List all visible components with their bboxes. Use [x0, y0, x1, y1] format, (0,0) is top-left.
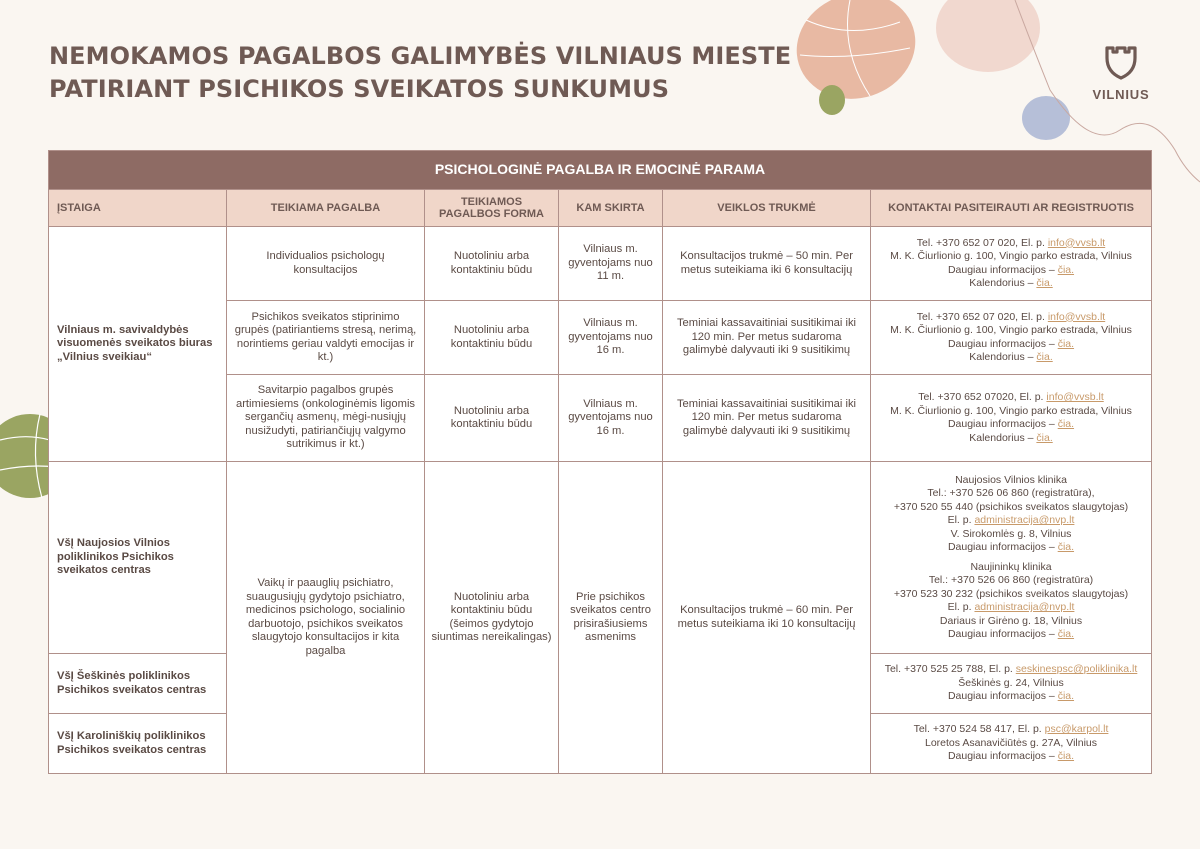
contact-cell: Naujosios Vilnios klinika Tel.: +370 526 06 860 (registratūra), +370 520 55 440 (psichikos sveikatos slaugytojas) El. p. administracija@nvp.lt V. Sirokomlės g. 8, Vilnius Daugiau informacijos – čia. Naujininkų klinika Tel.: +370 526 06 860 (registratūra) +370 523 30 232 (psichikos sveikatos slaugytojas) El. p. administracija@nvp.lt Dariaus ir Girėno g. 18, Vilnius Daugiau informacijos – čia.	[871, 462, 1152, 654]
light-pink-stone-shape	[936, 0, 1040, 72]
vilnius-logo	[1086, 44, 1156, 102]
service-cell: Psichikos sveikatos stiprinimo grupės (patiriantiems stresą, nerimą, norintiems geriau valdyti emocijas ir kt.)	[227, 301, 425, 375]
service-cell: Savitarpio pagalbos grupės artimiesiems (onkologinėmis ligomis sergančių asmenų, mėgi-nusiųjų nusižudyti, patiriančiųjų valgymo sutrikimus ir kt.)	[227, 375, 425, 462]
service-cell: Vaikų ir paauglių psichiatro, suaugusiųjų gydytojo psichiatro, medicinos psichologo, socialinio darbuotojo, psichikos sveikatos slaugytojo konsultacijos ir kita pagalba	[227, 462, 425, 774]
form-cell: Nuotoliniu arba kontaktiniu būdu	[425, 375, 559, 462]
logo-text: VILNIUS	[1092, 87, 1150, 102]
form-cell: Nuotoliniu arba kontaktiniu būdu	[425, 227, 559, 301]
contact-cell: Tel. +370 652 07020, El. p. info@vvsb.lt M. K. Čiurlionio g. 100, Vingio parko estrada, Vilnius Daugiau informacijos – čia. Kalendorius – čia.	[871, 375, 1152, 462]
email-link[interactable]: info@vvsb.lt	[1047, 310, 1106, 323]
institution-cell: VšĮ Naujosios Vilnios poliklinikos Psichikos sveikatos centras	[49, 462, 227, 654]
castle-tower-icon	[1103, 44, 1139, 80]
more-info-link[interactable]: čia.	[1057, 337, 1075, 350]
services-table	[48, 150, 1152, 774]
target-cell: Vilniaus m. gyventojams nuo 11 m.	[559, 227, 663, 301]
contact-cell: Tel. +370 652 07 020, El. p. info@vvsb.lt M. K. Čiurlionio g. 100, Vingio parko estrada, Vilnius Daugiau informacijos – čia. Kalendorius – čia.	[871, 227, 1152, 301]
table-banner: PSICHOLOGINĖ PAGALBA IR EMOCINĖ PARAMA	[49, 151, 1152, 190]
table-banner-row	[49, 151, 1152, 190]
institution-cell: Vilniaus m. savivaldybės visuomenės sveikatos biuras „Vilnius sveikiau“	[49, 227, 227, 462]
more-info-link[interactable]: čia.	[1057, 628, 1075, 640]
more-info-link[interactable]: čia.	[1057, 750, 1075, 763]
header-institution: ĮSTAIGA	[49, 190, 227, 227]
header-form: TEIKIAMOS PAGALBOS FORMA	[425, 190, 559, 227]
target-cell: Vilniaus m. gyventojams nuo 16 m.	[559, 375, 663, 462]
calendar-link[interactable]: čia.	[1036, 351, 1053, 363]
table-row	[49, 462, 1152, 654]
duration-cell: Teminiai kassavaitiniai susitikimai iki 120 min. Per metus sudaroma galimybė dalyvauti iki 9 susitikimų	[663, 301, 871, 375]
blue-stone-shape	[1022, 96, 1070, 140]
calendar-link[interactable]: čia.	[1036, 277, 1053, 289]
contact-cell: Tel. +370 652 07 020, El. p. info@vvsb.lt M. K. Čiurlionio g. 100, Vingio parko estrada, Vilnius Daugiau informacijos – čia. Kalendorius – čia.	[871, 301, 1152, 375]
email-link[interactable]: info@vvsb.lt	[1046, 391, 1104, 403]
form-cell: Nuotoliniu arba kontaktiniu būdu (šeimos gydytojo siuntimas nereikalingas)	[425, 462, 559, 774]
header-duration: VEIKLOS TRUKMĖ	[663, 190, 871, 227]
header-contacts: KONTAKTAI PASITEIRAUTI AR REGISTRUOTIS	[871, 190, 1152, 227]
form-cell: Nuotoliniu arba kontaktiniu būdu	[425, 301, 559, 375]
more-info-link[interactable]: čia.	[1057, 690, 1075, 703]
page-title	[49, 40, 791, 106]
header-target: KAM SKIRTA	[559, 190, 663, 227]
contact-cell: Tel. +370 524 58 417, El. p. psc@karpol.lt Loretos Asanavičiūtės g. 27A, Vilnius Daugiau informacijos – čia.	[871, 714, 1152, 774]
institution-cell: VšĮ Karoliniškių poliklinikos Psichikos sveikatos centras	[49, 714, 227, 774]
target-cell: Vilniaus m. gyventojams nuo 16 m.	[559, 301, 663, 375]
page-title-line-1: NEMOKAMOS PAGALBOS GALIMYBĖS VILNIAUS MIESTE	[49, 42, 792, 70]
olive-dot-shape	[819, 85, 845, 115]
pink-stone-shape	[783, 0, 929, 114]
duration-cell: Konsultacijos trukmė – 60 min. Per metus suteikiama iki 10 konsultacijų	[663, 462, 871, 774]
email-link[interactable]: info@vvsb.lt	[1047, 236, 1106, 249]
email-link[interactable]: seskinespsc@poliklinika.lt	[1015, 663, 1138, 676]
table-row	[49, 227, 1152, 301]
duration-cell: Konsultacijos trukmė – 50 min. Per metus suteikiama iki 6 konsultacijų	[663, 227, 871, 301]
institution-cell: VšĮ Šeškinės poliklinikos Psichikos sveikatos centras	[49, 654, 227, 714]
target-cell: Prie psichikos sveikatos centro prisirašiusiems asmenims	[559, 462, 663, 774]
calendar-link[interactable]: čia.	[1036, 431, 1053, 444]
more-info-link[interactable]: čia.	[1057, 263, 1075, 276]
contact-cell: Tel. +370 525 25 788, El. p. seskinespsc@poliklinika.lt Šeškinės g. 24, Vilnius Daugiau informacijos – čia.	[871, 654, 1152, 714]
more-info-link[interactable]: čia.	[1057, 418, 1075, 430]
page-title-line-2: PATIRIANT PSICHIKOS SVEIKATOS SUNKUMUS	[49, 75, 670, 103]
table-header-row	[49, 190, 1152, 227]
more-info-link[interactable]: čia.	[1057, 541, 1075, 553]
service-cell: Individualios psichologų konsultacijos	[227, 227, 425, 301]
email-link[interactable]: administracija@nvp.lt	[974, 601, 1075, 613]
email-link[interactable]: administracija@nvp.lt	[974, 514, 1075, 526]
header-service: TEIKIAMA PAGALBA	[227, 190, 425, 227]
duration-cell: Teminiai kassavaitiniai susitikimai iki 120 min. Per metus sudaroma galimybė dalyvauti iki 9 susitikimų	[663, 375, 871, 462]
email-link[interactable]: psc@karpol.lt	[1044, 723, 1109, 736]
